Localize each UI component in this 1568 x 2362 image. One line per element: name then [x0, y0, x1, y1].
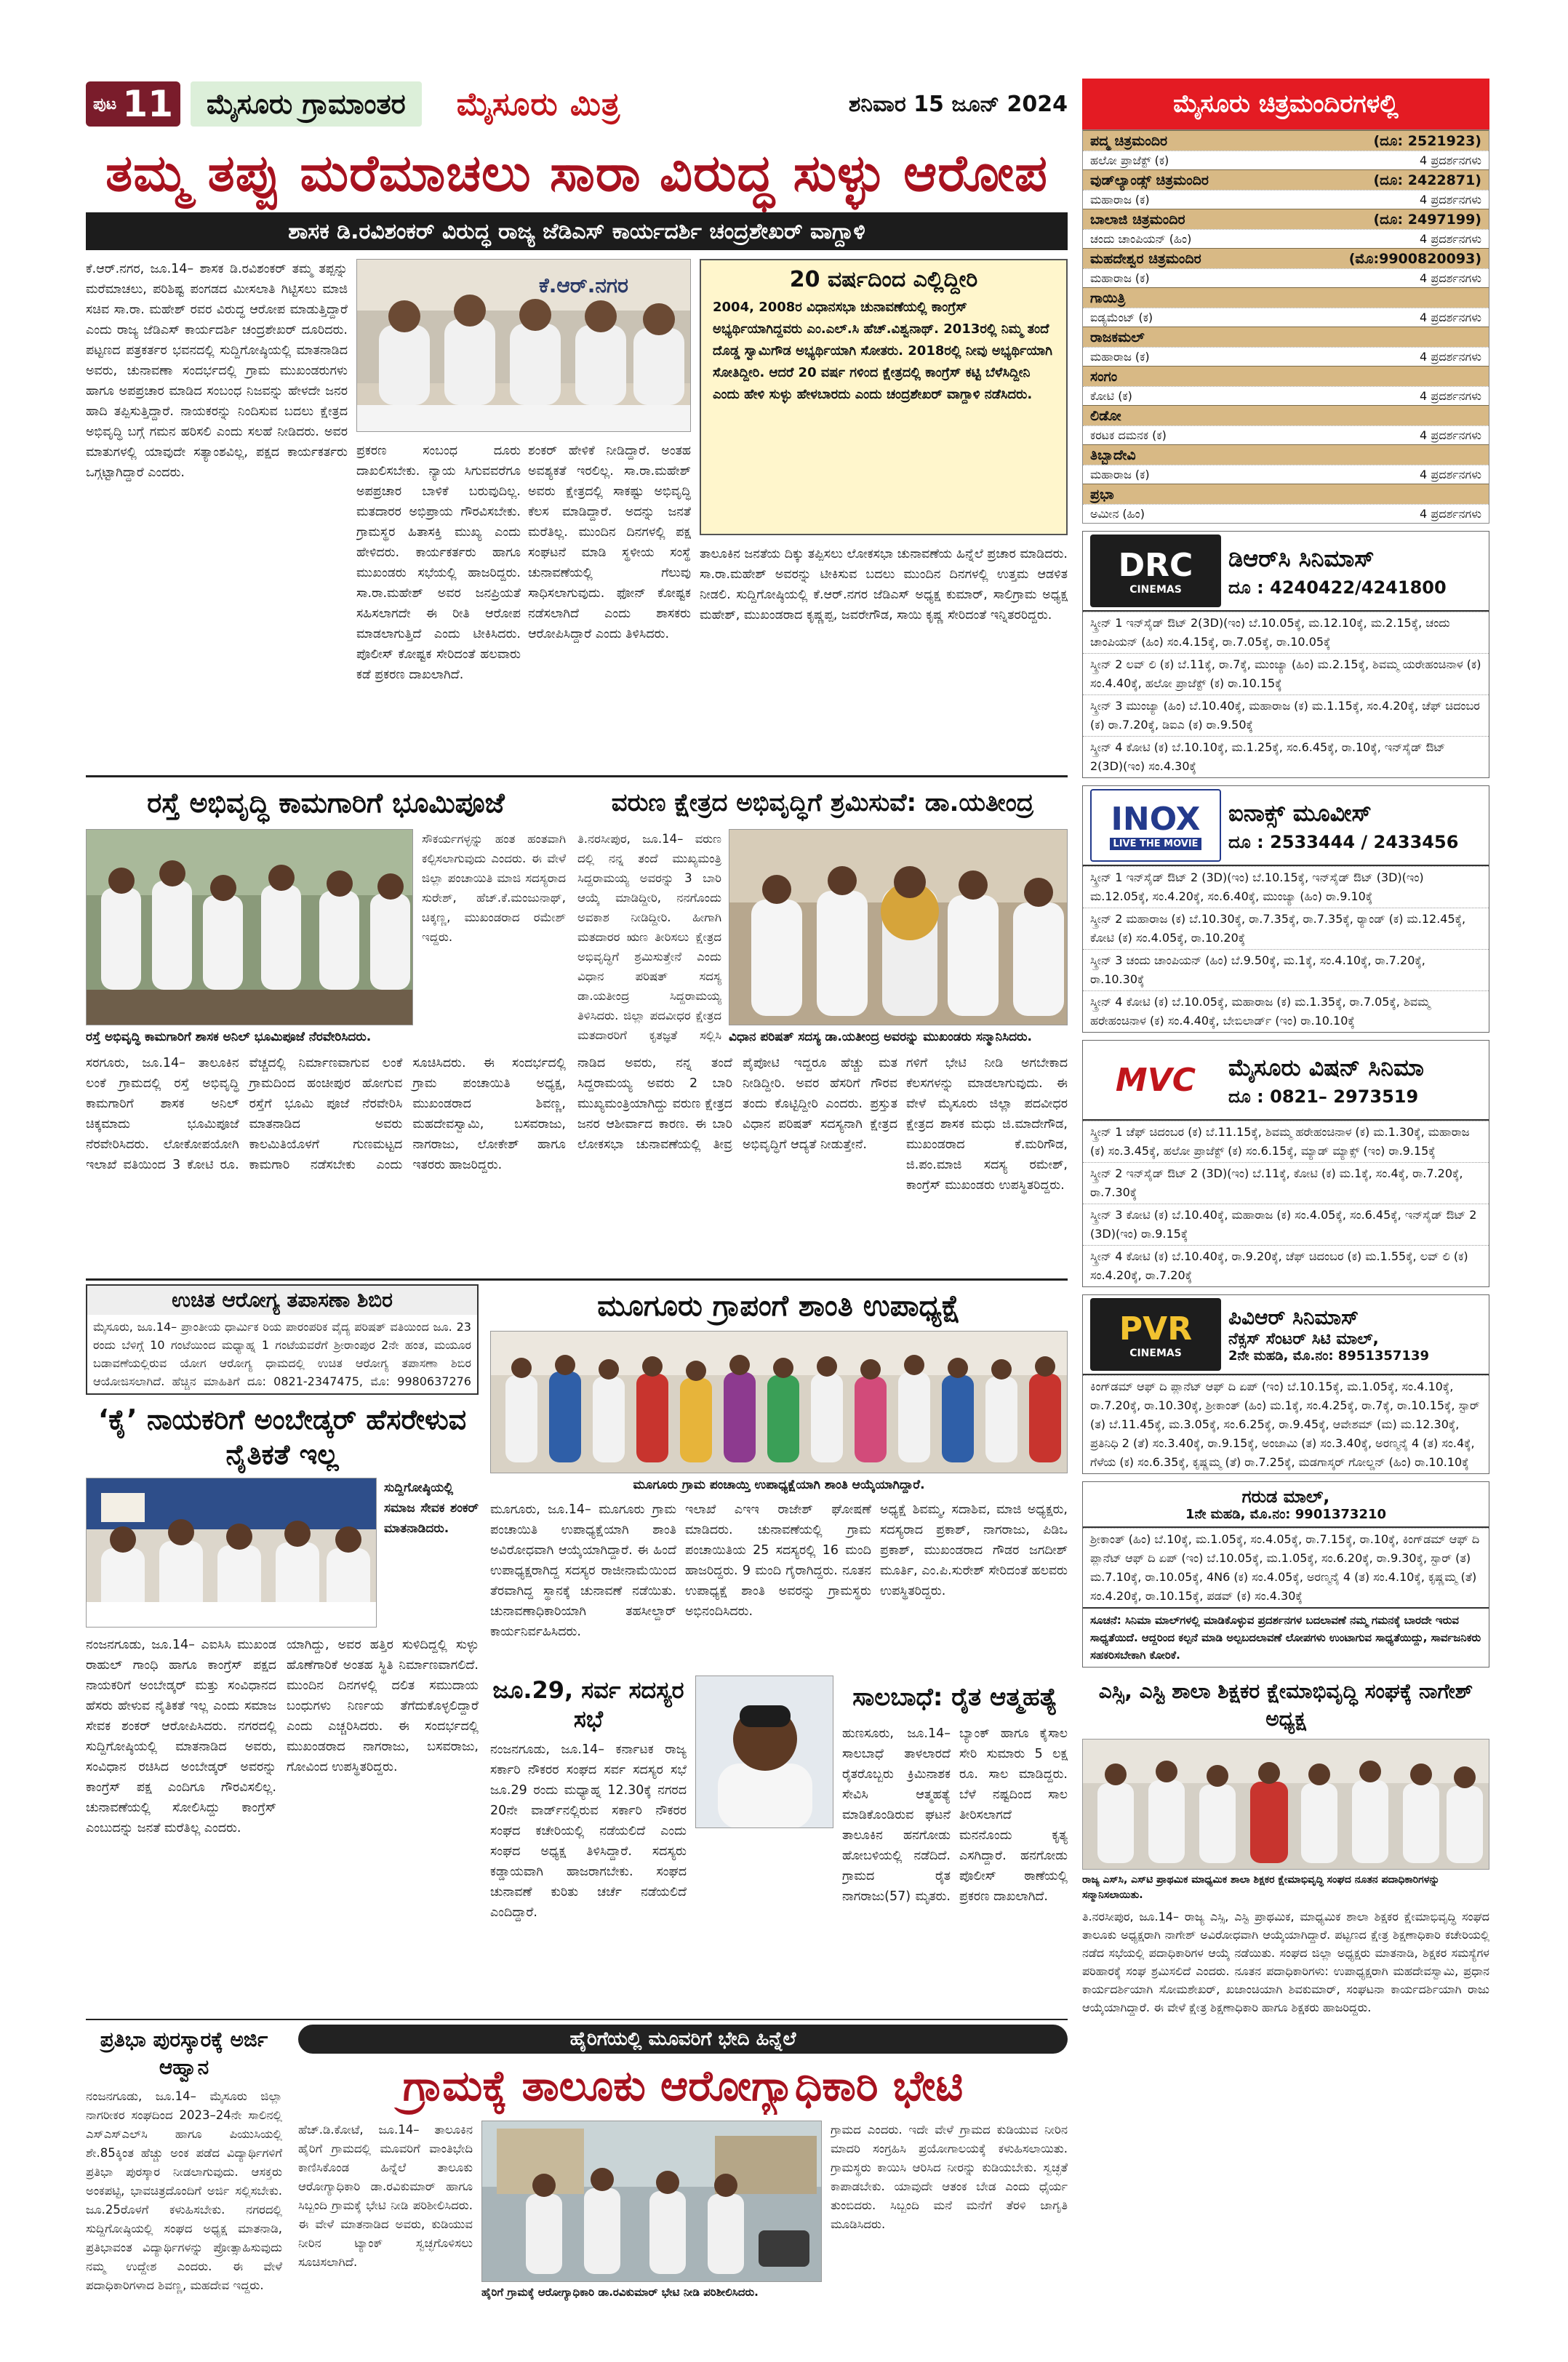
theatre-name	[1083, 444, 1489, 465]
box-20-body: 2004, 2008ರ ವಿಧಾನಸಭಾ ಚುನಾವಣೆಯಲ್ಲಿ ಕಾಂಗ್ರೆಸ್ ಅಭ್ಯರ್ಥಿಯಾಗಿದ್ದವರು ಎಂ.ಎಲ್.ಸಿ ಹೆಚ್.ವಿಶ್ವನಾಥ್. 2013ರಲ್ಲಿ ನಿಮ್ಮ ತಂದೆ ದೊಡ್ಡ ಸ್ವಾಮಿಗೌಡ ಅಭ್ಯರ್ಥಿಯಾಗಿ ಸೋತರು. 2018ರಲ್ಲಿ ನೀವು ಅಭ್ಯರ್ಥಿಯಾಗಿ ಸೋತಿದ್ದೀರಿ. ಆದರೆ 20 ವರ್ಷ ಗಳಿಂದ ಕ್ಷೇತ್ರದಲ್ಲಿ ಕಾಂಗ್ರೆಸ್ ಕಟ್ಟಿ ಬೆಳೆಸಿದ್ದೀನಿ ಎಂದು ಹೇಳಿ ಸುಳ್ಳು ಹೇಳಬಾರದು ಎಂದು ಚಂದ್ರಶೇಖರ್ ವಾಗ್ದಾಳಿ ನಡೆಸಿದರು.	[713, 300, 1052, 402]
pvr-screens	[1083, 1375, 1489, 1473]
pratibha-body: ನಂಜನಗೂಡು, ಜೂ.14– ಮೈಸೂರು ಜಿಲ್ಲಾ ನಾಗರೀಕರ ಸಂಘದಿಂದ 2023–24ನೇ ಸಾಲಿನಲ್ಲಿ ಎಸ್ಎಸ್ಎಲ್‌ಸಿ ಹಾಗೂ ಪಿಯುಸಿಯಲ್ಲಿ ಶೇ.85ಕ್ಕಿಂತ ಹೆಚ್ಚು ಅಂಕ ಪಡೆದ ವಿದ್ಯಾರ್ಥಿಗಳಿಗೆ ಪ್ರತಿಭಾ ಪುರಸ್ಕಾರ ನೀಡಲಾಗುವುದು. ಆಸಕ್ತರು ಅಂಕಪಟ್ಟಿ, ಭಾವಚಿತ್ರದೊಂದಿಗೆ ಅರ್ಜಿ ಸಲ್ಲಿಸಬೇಕು. ಜೂ.25ರೊಳಗೆ ಕಳುಹಿಸಬೇಕು. ನಗರದಲ್ಲಿ ಸುದ್ದಿಗೋಷ್ಠಿಯಲ್ಲಿ ಸಂಘದ ಅಧ್ಯಕ್ಷ ಮಾತನಾಡಿ, ಪ್ರತಿಭಾವಂತ ವಿದ್ಯಾರ್ಥಿಗಳನ್ನು ಪ್ರೋತ್ಸಾಹಿಸುವುದು ನಮ್ಮ ಉದ್ದೇಶ ಎಂದರು. ಈ ವೇಳೆ ಪದಾಧಿಕಾರಿಗಳಾದ ಶಿವಣ್ಣ, ಮಹದೇವ ಇದ್ದರು.	[86, 2089, 282, 2292]
theatre-list	[1082, 129, 1489, 524]
taluk-caption: ಹೈರಿಗೆ ಗ್ರಾಮಕ್ಕೆ ಆರೋಗ್ಯಾಧಿಕಾರಿ ಡಾ.ರವಿಕುಮಾರ್ ಭೇಟಿ ನೀಡಿ ಪರಿಶೀಲಿಸಿದರು.	[481, 2286, 759, 2299]
theatre-title: ಬಾಲಾಜಿ ಚಿತ್ರಮಂದಿರ	[1090, 211, 1185, 228]
screen-schedule-row: ಸ್ಕ್ರೀನ್ 1 ಇನ್‌ಸೈಡ್ ಔಟ್ 2 (3D)(ಇಂ) ಬೆ.10.15ಕ್ಕೆ, ಇನ್‌ಸೈಡ್ ಔಟ್ (3D)(ಇಂ) ಮ.12.05ಕ್ಕೆ, ಸಂ.4.20ಕ್ಕೆ, ಸಂ.6.40ಕ್ಕೆ, ಮುಂಜ್ಯಾ (ಹಿಂ) ರಾ.9.10ಕ್ಕೆ	[1083, 866, 1489, 908]
garuda-screens	[1083, 1528, 1489, 1607]
taluk-headline: ಗ್ರಾಮಕ್ಕೆ ತಾಲೂಕು ಆರೋಗ್ಯಾಧಿಕಾರಿ ಭೇಟಿ	[402, 2060, 964, 2110]
screen-schedule-row: ಸ್ಕ್ರೀನ್ 1 ಚೆಫ್ ಚಿದಂಬರ (ಕ) ಬೆ.11.15ಕ್ಕೆ, ಶಿವಮ್ಮ ಹರೇಹಂಚಿನಾಳ (ಕ) ಮ.1.30ಕ್ಕೆ, ಮಹಾರಾಜ (ಕ) ಸಂ.3.45ಕ್ಕೆ, ಹಲೋ ಪ್ರಾಜೆಕ್ಟ್ (ಕ) ಸಂ.6.15ಕ್ಕೆ, ಮ್ಯಾಡ್ ಮ್ಯಾಕ್ಸ್ (ಇಂ) ರಾ.9.15ಕ್ಕೆ	[1083, 1121, 1489, 1162]
show-count: 4 ಪ್ರದರ್ಶನಗಳು	[1420, 428, 1481, 442]
sangha-caption: ರಾಜ್ಯ ಎಸ್‌ಸಿ, ಎಸ್‌ಟಿ ಪ್ರಾಥಮಿಕ ಮಾಧ್ಯಮಿಕ ಶಾಲಾ ಶಿಕ್ಷಕರ ಕ್ಷೇಮಾಭಿವೃದ್ಧಿ ಸಂಘದ ನೂತನ ಪದಾಧಿಕಾರಿಗಳನ್ನು ಸನ್ಮಾನಿಸಲಾಯಿತು.	[1082, 1874, 1440, 1901]
inox-logo-text: INOX	[1111, 801, 1201, 838]
drc-screens	[1083, 612, 1489, 777]
screen-schedule-row: ಸ್ಕ್ರೀನ್ 2 ಇನ್‌ಸೈಡ್ ಔಟ್ 2 (3D)(ಇಂ) ಬೆ.11ಕ್ಕೆ, ಕೋಟಿ (ಕ) ಮ.1ಕ್ಕೆ, ಸಂ.4ಕ್ಕೆ, ರಾ.7.20ಕ್ಕೆ, ರಾ.7.30ಕ್ಕೆ	[1083, 1162, 1489, 1204]
drc-logo-text: DRC	[1118, 546, 1193, 584]
mvc-name: ಮೈಸೂರು ವಿಷನ್ ಸಿನಿಮಾ	[1228, 1053, 1424, 1081]
theatre-name	[1083, 130, 1489, 151]
sangha-photo	[1082, 1739, 1489, 1870]
drc-phone: ದೂ : 4240422/4241800	[1228, 577, 1447, 598]
lead-photo	[356, 259, 691, 432]
screen-schedule-row: ಸ್ಕ್ರೀನ್ 2 ಮಹಾರಾಜ (ಕ) ಬೆ.10.30ಕ್ಕೆ, ರಾ.7.35ಕ್ಕೆ, ರಾ.7.35ಕ್ಕೆ, ರ್‍ಯಾಂಡ್ (ಕ) ಮ.12.45ಕ್ಕೆ, ಕೋಟಿ (ಕ) ಸಂ.4.05ಕ್ಕೆ, ರಾ.10.20ಕ್ಕೆ	[1083, 908, 1489, 949]
show-count: 4 ಪ್ರದರ್ಶನಗಳು	[1420, 192, 1481, 207]
drc-logo	[1090, 535, 1221, 607]
movie-title: ಮಹಾರಾಜ (ಕ)	[1090, 349, 1150, 364]
theatre-show-row	[1083, 465, 1489, 484]
lead-col3: ಶಂಕರ್ ಹೇಳಿಕೆ ನೀಡಿದ್ದಾರೆ. ಅಂತಹ ಅವಶ್ಯಕತೆ ಇರಲಿಲ್ಲ. ಸಾ.ರಾ.ಮಹೇಶ್ ಅವರು ಕ್ಷೇತ್ರದಲ್ಲಿ ಸಾಕಷ್ಟು ಅಭಿವೃದ್ಧಿ ಕೆಲಸ ಮಾಡಿದ್ದಾರೆ. ಅದನ್ನು ಜನತೆ ಮರೆತಿಲ್ಲ. ಮುಂದಿನ ದಿನಗಳಲ್ಲಿ ಪಕ್ಷ ಸಂಘಟನೆ ಮಾಡಿ ಸ್ಥಳೀಯ ಸಂಸ್ಥೆ ಚುನಾವಣೆಯಲ್ಲಿ ಗೆಲುವು ಸಾಧಿಸಲಾಗುವುದು. ಫೋನ್ ಕೋಷ್ಟಕ ನಡೆಸಲಾಗಿದೆ ಎಂದು ಶಾಸಕರು ಆರೋಪಿಸಿದ್ದಾರೆ ಎಂದು ತಿಳಿಸಿದರು.	[528, 444, 691, 641]
inox-head	[1083, 786, 1489, 866]
theatre-title: ಪ್ರಭಾ	[1090, 486, 1114, 503]
show-count: 4 ಪ್ರದರ್ಶನಗಳು	[1420, 467, 1481, 481]
shanti-col3: ಅಧ್ಯಕ್ಷೆ ಶಿವಮ್ಮ, ಸದಾಶಿವ, ಮಾಜಿ ಅಧ್ಯಕ್ಷರು, ಸದಸ್ಯರಾದ ಪ್ರಕಾಶ್, ನಾಗರಾಜು, ಪಿಡಿಒ ಪ್ರಕಾಶ್, ಮುಖಂಡರಾದ ಗೌಡರ ಜಗದೀಶ್ ಮೂರ್ತಿ, ಎಂ.ಪಿ.ಸುರೇಶ್ ಸೇರಿದಂತೆ ಹಲವರು ಉಪಸ್ಥಿತರಿದ್ದರು.	[880, 1502, 1068, 1598]
pvr-head	[1083, 1295, 1489, 1375]
sabhe-headline: ಜೂ.29, ಸರ್ವ ಸದಸ್ಯರ ಸಭೆ	[492, 1676, 684, 1733]
ambedkar-headline: ‘ಕೈ’ ನಾಯಕರಿಗೆ ಅಂಬೇಡ್ಕರ್ ಹೆಸರೇಳುವ ನೈತಿಕತೆ ಇಲ್ಲ	[97, 1404, 467, 1470]
theatre-name	[1083, 327, 1489, 347]
taluk-photo	[481, 2121, 822, 2282]
theatre-show-row	[1083, 347, 1489, 366]
farmer-portrait	[695, 1676, 833, 1828]
shanti-headline: ಮೂಗೂರು ಗ್ರಾಪಂಗೆ ಶಾಂತಿ ಉಪಾಧ್ಯಕ್ಷೆ	[597, 1289, 961, 1323]
show-count: 4 ಪ್ರದರ್ಶನಗಳು	[1420, 349, 1481, 364]
theatre-name	[1083, 248, 1489, 268]
screen-schedule-row: ಸ್ಕ್ರೀನ್ 1 ಇನ್‌ಸೈಡ್ ಔಟ್ 2(3D)(ಇಂ) ಬೆ.10.05ಕ್ಕೆ, ಮ.12.10ಕ್ಕೆ, ಮ.2.15ಕ್ಕೆ, ಚಂದು ಚಾಂಪಿಯನ್ (ಹಿಂ) ಸಂ.4.15ಕ್ಕೆ, ರಾ.7.05ಕ್ಕೆ, ರಾ.10.05ಕ್ಕೆ	[1083, 612, 1489, 653]
lead-col2: ಪ್ರಕರಣ ಸಂಬಂಧ ದೂರು ದಾಖಲಿಸಬೇಕು. ನ್ಯಾಯ ಸಿಗುವವರೆಗೂ ಅಪಪ್ರಚಾರ ಬಾಳಿಕೆ ಬರುವುದಿಲ್ಲ. ಮತದಾರರ ಅಭಿಪ್ರಾಯ ಗೌರವಿಸಬೇಕು. ಗ್ರಾಮಸ್ಥರ ಹಿತಾಸಕ್ತಿ ಮುಖ್ಯ ಎಂದು ಹೇಳಿದರು. ಕಾರ್ಯಕರ್ತರು ಹಾಗೂ ಮುಖಂಡರು ಸಭೆಯಲ್ಲಿ ಹಾಜರಿದ್ದರು. ಸಾ.ರಾ.ಮಹೇಶ್ ಅವರ ಜನಪ್ರಿಯತೆ ಸಹಿಸಲಾಗದೇ ಈ ರೀತಿ ಆರೋಪ ಮಾಡಲಾಗುತ್ತಿದೆ ಎಂದು ಟೀಕಿಸಿದರು. ಪೊಲೀಸ್ ಕೋಷ್ಟಕ ಸೇರಿದಂತೆ ಹಲವಾರು ಕಡೆ ಪ್ರಕರಣ ದಾಖಲಾಗಿದೆ.	[356, 444, 521, 682]
inox-phone: ದೂ : 2533444 / 2433456	[1228, 831, 1459, 852]
theatre-show-row	[1083, 151, 1489, 169]
theatre-title: ರಾಜಕಮಲ್	[1090, 329, 1145, 345]
show-count: 4 ಪ್ರದರ್ಶನಗಳು	[1420, 388, 1481, 403]
theatre-show-row	[1083, 229, 1489, 248]
inox-logo	[1090, 789, 1221, 862]
movie-title: ಕರಟಕ ದಮನಕ (ಕ)	[1090, 428, 1167, 442]
health-body: ಮೈಸೂರು, ಜೂ.14– ಪ್ರಾಂತೀಯ ಧಾರ್ಮಿಕ ರಿಯ ಪಾರಂಪರಿಕ ವೈದ್ಯ ಪರಿಷತ್ ವತಿಯಿಂದ ಜೂ. 23 ರಂದು ಬೆಳಿಗ್ಗೆ 10 ಗಂಟೆಯಿಂದ ಮಧ್ಯಾಹ್ನ 1 ಗಂಟೆಯವರೆಗೆ ಶ್ರೀರಾಂಪುರ 2ನೇ ಹಂತ, ಮಯೂರ ಬಡಾವಣೆಯಲ್ಲಿರುವ ಯೋಗ ಆರೋಗ್ಯ ಧಾಮದಲ್ಲಿ ಉಚಿತ ಆರೋಗ್ಯ ತಪಾಸಣಾ ಶಿಬಿರ ಆಯೋಜಿಸಲಾಗಿದೆ. ಹೆಚ್ಚಿನ ಮಾಹಿತಿಗೆ ದೂ: 0821-2347475, ಮೊ: 9980637276	[93, 1320, 471, 1388]
mvc-block	[1082, 1040, 1489, 1287]
pvr-logo-sub: CINEMAS	[1129, 1347, 1182, 1359]
lead-headline: ತಮ್ಮ ತಪ್ಪು ಮರೆಮಾಚಲು ಸಾರಾ ವಿರುದ್ಧ ಸುಳ್ಳು ಆರೋಪ	[105, 143, 1048, 203]
ambedkar-body: ನಂಜನಗೂಡು, ಜೂ.14– ಎಐಸಿಸಿ ಮುಖಂಡ ರಾಹುಲ್ ಗಾಂಧಿ ಹಾಗೂ ಕಾಂಗ್ರೆಸ್ ಪಕ್ಷದ ನಾಯಕರಿಗೆ ಅಂಬೇಡ್ಕರ್ ಮತ್ತು ಸಂವಿಧಾನದ ಹೆಸರು ಹೇಳುವ ನೈತಿಕತೆ ಇಲ್ಲ ಎಂದು ಸಮಾಜ ಸೇವಕ ಶಂಕರ್ ಆರೋಪಿಸಿದರು. ನಗರದಲ್ಲಿ ಸುದ್ದಿಗೋಷ್ಠಿಯಲ್ಲಿ ಮಾತನಾಡಿದ ಅವರು, ಸಂವಿಧಾನ ರಚಿಸಿದ ಅಂಬೇಡ್ಕರ್ ಅವರನ್ನು ಕಾಂಗ್ರೆಸ್ ಪಕ್ಷ ಎಂದಿಗೂ ಗೌರವಿಸಲಿಲ್ಲ. ಚುನಾವಣೆಯಲ್ಲಿ ಸೋಲಿಸಿದ್ದು ಕಾಂಗ್ರೆಸ್ ಎಂಬುದನ್ನು ಜನತೆ ಮರೆತಿಲ್ಲ ಎಂದರು.	[86, 1638, 276, 1835]
drc-name: ಡಿಆರ್‌ಸಿ ಸಿನಿಮಾಸ್	[1228, 544, 1375, 572]
sangha-body: ತಿ.ನರಸೀಪುರ, ಜೂ.14– ರಾಜ್ಯ ಎಸ್ಸಿ, ಎಸ್ಟಿ ಪ್ರಾಥಮಿಕ, ಮಾಧ್ಯಮಿಕ ಶಾಲಾ ಶಿಕ್ಷಕರ ಕ್ಷೇಮಾಭಿವೃದ್ಧಿ ಸಂಘದ ತಾಲೂಕು ಅಧ್ಯಕ್ಷರಾಗಿ ನಾಗೇಶ್ ಅವಿರೋಧವಾಗಿ ಆಯ್ಕೆಯಾಗಿದ್ದಾರೆ. ಪಟ್ಟಣದ ಕ್ಷೇತ್ರ ಶಿಕ್ಷಣಾಧಿಕಾರಿ ಕಚೇರಿಯಲ್ಲಿ ನಡೆದ ಸಭೆಯಲ್ಲಿ ಪದಾಧಿಕಾರಿಗಳ ಆಯ್ಕೆ ನಡೆಯಿತು. ಸಂಘದ ಜಿಲ್ಲಾ ಅಧ್ಯಕ್ಷರು ಮಾತನಾಡಿ, ಶಿಕ್ಷಕರ ಸಮಸ್ಯೆಗಳ ಪರಿಹಾರಕ್ಕೆ ಸಂಘ ಶ್ರಮಿಸಲಿದೆ ಎಂದರು. ನೂತನ ಪದಾಧಿಕಾರಿಗಳು: ಉಪಾಧ್ಯಕ್ಷರಾಗಿ ಮಹದೇವಸ್ವಾಮಿ, ಪ್ರಧಾನ ಕಾರ್ಯದರ್ಶಿಯಾಗಿ ಸೋಮಶೇಖರ್, ಖಜಾಂಚಿಯಾಗಿ ಶಿವಕುಮಾರ್, ಸಂಘಟನಾ ಕಾರ್ಯದರ್ಶಿಯಾಗಿ ರಾಜು ಆಯ್ಕೆಯಾಗಿದ್ದಾರೆ. ಈ ವೇಳೆ ಕ್ಷೇತ್ರ ಶಿಕ್ಷಣಾಧಿಕಾರಿ ಹಾಗೂ ಶಿಕ್ಷಕರು ಹಾಜರಿದ್ದರು.	[1082, 1910, 1489, 2014]
inox-name: ಐನಾಕ್ಸ್ ಮೂವೀಸ್	[1228, 798, 1372, 827]
section-name: ಮೈಸೂರು ಗ್ರಾಮಾಂತರ	[191, 81, 422, 127]
theatre-name	[1083, 366, 1489, 386]
inox-logo-sub: LIVE THE MOVIE	[1110, 838, 1201, 850]
cinema-listings	[1082, 79, 1489, 2118]
movie-title: ಮಹಾರಾಜ (ಕ)	[1090, 467, 1150, 481]
mvc-logo	[1090, 1044, 1221, 1116]
ambedkar-body2: ಯಾಗಿದ್ದು, ಅವರ ಹತ್ತಿರ ಸುಳಿದಿದ್ದಲ್ಲಿ ಸುಳ್ಳು ಹೊಣೆಗಾರಿಕೆ ಅಂತಹ ಸ್ಥಿತಿ ನಿರ್ಮಾಣವಾಗಲಿದೆ. ಮುಂದಿನ ದಿನಗಳಲ್ಲಿ ದಲಿತ ಸಮುದಾಯ ಬಂಧುಗಳು ನಿರ್ಣಯ ತೆಗೆದುಕೊಳ್ಳಲಿದ್ದಾರೆ ಎಂದು ಎಚ್ಚರಿಸಿದರು. ಈ ಸಂದರ್ಭದಲ್ಲಿ ಮುಖಂಡರಾದ ನಾಗರಾಜು, ಬಸವರಾಜು, ಗೋವಿಂದ ಉಪಸ್ಥಿತರಿದ್ದರು.	[287, 1638, 479, 1774]
pvr-phone: 2ನೇ ಮಹಡಿ, ಮೊ.ನಂ: 8951357139	[1228, 1348, 1430, 1364]
road-photo	[86, 829, 413, 1025]
theatre-name	[1083, 405, 1489, 425]
theatre-title: ವುಡ್‌ಲ್ಯಾಂಡ್ಸ್ ಚಿತ್ರಮಂದಿರ	[1090, 172, 1209, 188]
lead-right-text: ತಾಲೂಕಿನ ಜನತೆಯ ದಿಕ್ಕು ತಪ್ಪಿಸಲು ಲೋಕಸಭಾ ಚುನಾವಣೆಯ ಹಿನ್ನೆಲೆ ಪ್ರಚಾರ ಮಾಡಿದರು. ಸಾ.ರಾ.ಮಹೇಶ್ ಅವರನ್ನು ಟೀಕಿಸುವ ಬದಲು ಮುಂದಿನ ದಿನಗಳಲ್ಲಿ ಉತ್ತಮ ಆಡಳಿತ ನೀಡಲಿ. ಸುದ್ದಿಗೋಷ್ಠಿಯಲ್ಲಿ ಕೆ.ಆರ್.ನಗರ ಜೆಡಿಎಸ್ ಅಧ್ಯಕ್ಷ ಕುಮಾರ್, ಸಾಲಿಗ್ರಾಮ ಅಧ್ಯಕ್ಷ ಮಹೇಶ್, ಮುಖಂಡರಾದ ಕೃಷ್ಣಪ್ಪ, ಜವರೇಗೌಡ, ಸಾಯಿ ಕೃಷ್ಣ ಸೇರಿದಂತೆ ಇನ್ನಿತರರಿದ್ದರು.	[700, 547, 1068, 622]
drc-block	[1082, 531, 1489, 778]
pvr-logo-text: PVR	[1119, 1310, 1193, 1348]
screen-schedule-row: ಸ್ಕ್ರೀನ್ 4 ಕೋಟಿ (ಕ) ಬೆ.10.10ಕ್ಕೆ, ಮ.1.25ಕ್ಕೆ, ಸಂ.6.45ಕ್ಕೆ, ರಾ.10ಕ್ಕೆ, ಇನ್‌ಸೈಡ್ ಔಟ್ 2(3D)(ಇಂ) ಸಂ.4.30ಕ್ಕೆ	[1083, 736, 1489, 777]
theatre-show-row	[1083, 504, 1489, 523]
movie-title: ಅಮೀನ (ಹಿಂ)	[1090, 506, 1145, 521]
theatre-title: ಲಿಡೋ	[1090, 407, 1121, 424]
road-caption: ರಸ್ತೆ ಅಭಿವೃದ್ಧಿ ಕಾಮಗಾರಿಗೆ ಶಾಸಕ ಅನಿಲ್ ಭೂಮಿಪೂಜೆ ನೆರವೇರಿಸಿದರು.	[86, 1030, 372, 1044]
page-tag	[86, 81, 180, 127]
ambedkar-photo	[86, 1478, 377, 1628]
theatre-show-row	[1083, 268, 1489, 287]
movie-title: ಚಂದು ಚಾಂಪಿಯನ್ (ಹಿಂ)	[1090, 231, 1192, 246]
road-body: ಸರಗೂರು, ಜೂ.14– ತಾಲೂಕಿನ ಲಂಕೆ ಗ್ರಾಮದಲ್ಲಿ ರಸ್ತೆ ಅಭಿವೃದ್ಧಿ ಕಾಮಗಾರಿಗೆ ಶಾಸಕ ಅನಿಲ್ ಚಿಕ್ಕಮಾದು ಭೂಮಿಪೂಜೆ ನೆರವೇರಿಸಿದರು. ಲೋಕೋಪಯೋಗಿ ಇಲಾಖೆ ವತಿಯಿಂದ 3 ಕೋಟಿ ರೂ. ವೆಚ್ಚದಲ್ಲಿ ನಿರ್ಮಾಣವಾಗುವ ಲಂಕೆ ಗ್ರಾಮದಿಂದ ಹಂಚೀಪುರ ಹೋಗುವ ರಸ್ತೆಗೆ ಭೂಮಿ ಪೂಜೆ ನೆರವೇರಿಸಿ ಮಾತನಾಡಿದ ಅವರು ಕಾಲಮಿತಿಯೊಳಗೆ ಗುಣಮಟ್ಟದ ಕಾಮಗಾರಿ ನಡೆಸಬೇಕು ಎಂದು ಸೂಚಿಸಿದರು. ಈ ಸಂದರ್ಭದಲ್ಲಿ ಗ್ರಾಮ ಪಂಚಾಯಿತಿ ಅಧ್ಯಕ್ಷ, ಮುಖಂಡರಾದ ಶಿವಣ್ಣ, ಮಹದೇವಸ್ವಾಮಿ, ಬಸವರಾಜು, ನಾಗರಾಜು, ಲೋಕೇಶ್ ಹಾಗೂ ಇತರರು ಹಾಜರಿದ್ದರು.	[86, 1056, 566, 1172]
svg-text:ಕೆ.ಆರ್.ನಗರ: ಕೆ.ಆರ್.ನಗರ	[539, 273, 628, 297]
lead-subhead: ಶಾಸಕ ಡಿ.ರವಿಶಂಕರ್ ವಿರುದ್ಧ ರಾಜ್ಯ ಜೆಡಿಎಸ್ ಕಾರ್ಯದರ್ಶಿ ಚಂದ್ರಶೇಖರ್ ವಾಗ್ದಾಳಿ	[86, 212, 1068, 250]
health-camp-box	[86, 1284, 479, 1395]
theatre-phone: (ದೂ: 2422871)	[1373, 172, 1481, 188]
movie-title: ಮಹಾರಾಜ (ಕ)	[1090, 192, 1150, 207]
newspaper-page	[86, 79, 1489, 2302]
varuna-photo	[729, 829, 1068, 1025]
publication-date: ಶನಿವಾರ 15 ಜೂನ್ 2024	[848, 91, 1068, 117]
inox-screens	[1083, 866, 1489, 1032]
raita-headline: ಸಾಲಬಾಧೆ: ರೈತ ಆತ್ಮಹತ್ಯೆ	[852, 1683, 1057, 1712]
show-count: 4 ಪ್ರದರ್ಶನಗಳು	[1420, 153, 1481, 167]
garuda-name: ಗರುಡ ಮಾಲ್,	[1241, 1486, 1330, 1507]
varuna-right-text: ಗಳಿಗೆ ಭೇಟಿ ನೀಡಿ ಅಗಬೇಕಾದ ಕೆಲಸಗಳನ್ನು ಮಾಡಲಾಗುವುದು. ಈ ವೇಳೆ ಮೈಸೂರು ಜಿಲ್ಲಾ ಪದವೀಧರ ಕ್ಷೇತ್ರದ ಶಾಸಕ ಮಧು ಜಿ.ಮಾದೇಗೌಡ, ಮುಖಂಡರಾದ ಕೆ.ಮರಿಗೌಡ, ಜಿ.ಪಂ.ಮಾಜಿ ಸದಸ್ಯ ರಮೇಶ್, ಕಾಂಗ್ರೆಸ್ ಮುಖಂಡರು ಉಪಸ್ಥಿತರಿದ್ದರು.	[906, 1056, 1068, 1193]
theatre-show-row	[1083, 190, 1489, 209]
theatre-phone: (ದೂ: 2497199)	[1373, 211, 1481, 228]
theatre-title: ಮಹದೇಶ್ವರ ಚಿತ್ರಮಂದಿರ	[1090, 250, 1201, 267]
page-label: ಪುಟ	[93, 95, 117, 113]
theatre-title: ಪದ್ಮ ಚಿತ್ರಮಂದಿರ	[1090, 132, 1168, 149]
taluk-kicker: ಹೈರಿಗೆಯಲ್ಲಿ ಮೂವರಿಗೆ ಭೇದಿ ಹಿನ್ನೆಲೆ	[298, 2025, 1068, 2054]
screen-schedule-row: ಸ್ಕ್ರೀನ್ 3 ಕೋಟಿ (ಕ) ಬೆ.10.40ಕ್ಕೆ, ಮಹಾರಾಜ (ಕ) ಸಂ.4.05ಕ್ಕೆ, ಸಂ.6.45ಕ್ಕೆ, ಇನ್‌ಸೈಡ್ ಔಟ್ 2 (3D)(ಇಂ) ರಾ.9.15ಕ್ಕೆ	[1083, 1204, 1489, 1245]
screen-schedule-row: ಸ್ಕ್ರೀನ್ 4 ಕೋಟಿ (ಕ) ಬೆ.10.05ಕ್ಕೆ, ಮಹಾರಾಜ (ಕ) ಮ.1.35ಕ್ಕೆ, ರಾ.7.05ಕ್ಕೆ, ಶಿವಮ್ಮ ಹರೇಹಂಚಿನಾಳ (ಕ) ಸಂ.4.40ಕ್ಕೆ, ಬೇಬಿಲಾರ್ಡ್ (ಇಂ) ರಾ.10.10ಕ್ಕೆ	[1083, 990, 1489, 1032]
pvr-name2: ನೆಕ್ಸಸ್ ಸೆಂಟರ್ ಸಿಟಿ ಮಾಲ್,	[1228, 1330, 1379, 1348]
screen-schedule-row: ಸ್ಕ್ರೀನ್ 3 ಚಂದು ಚಾಂಪಿಯನ್ (ಹಿಂ) ಬೆ.9.50ಕ್ಕೆ, ಮ.1ಕ್ಕೆ, ಸಂ.4.10ಕ್ಕೆ, ರಾ.7.20ಕ್ಕೆ, ರಾ.10.30ಕ್ಕೆ	[1083, 949, 1489, 990]
drc-head	[1083, 532, 1489, 612]
mvc-screens	[1083, 1121, 1489, 1286]
divider	[86, 2019, 1068, 2020]
box-20-title: 20 ವರ್ಷದಿಂದ ಎಲ್ಲಿದ್ದೀರಿ	[789, 267, 978, 292]
show-count: 4 ಪ್ರದರ್ಶನಗಳು	[1420, 506, 1481, 521]
box-20-years	[700, 259, 1068, 535]
garuda-phone: 1ನೇ ಮಹಡಿ, ಮೊ.ನಂ: 9901373210	[1185, 1507, 1387, 1522]
movie-title: ಮಹಾರಾಜ (ಕ)	[1090, 271, 1150, 285]
varuna-headline: ವರುಣ ಕ್ಷೇತ್ರದ ಅಭಿವೃದ್ಧಿಗೆ ಶ್ರಮಿಸುವೆ: ಡಾ.ಯತೀಂದ್ರ	[611, 788, 1034, 817]
garuda-block	[1082, 1481, 1489, 1668]
sabhe-body: ನಂಜನಗೂಡು, ಜೂ.14– ಕರ್ನಾಟಕ ರಾಜ್ಯ ಸರ್ಕಾರಿ ನೌಕರರ ಸಂಘದ ಸರ್ವ ಸದಸ್ಯರ ಸಭೆ ಜೂ.29 ರಂದು ಮಧ್ಯಾಹ್ನ 12.30ಕ್ಕೆ ನಗರದ 20ನೇ ವಾರ್ಡ್‌ನಲ್ಲಿರುವ ಸರ್ಕಾರಿ ನೌಕರರ ಸಂಘದ ಕಚೇರಿಯಲ್ಲಿ ನಡೆಯಲಿದೆ ಎಂದು ಸಂಘದ ಅಧ್ಯಕ್ಷ ತಿಳಿಸಿದ್ದಾರೆ. ಸದಸ್ಯರು ಕಡ್ಡಾಯವಾಗಿ ಹಾಜರಾಗಬೇಕು. ಸಂಘದ ಚುನಾವಣೆ ಕುರಿತು ಚರ್ಚೆ ನಡೆಯಲಿದೆ ಎಂದಿದ್ದಾರೆ.	[490, 1742, 687, 1920]
taluk-col3: ಗ್ರಾಮದ ಎಂದರು. ಇದೇ ವೇಳೆ ಗ್ರಾಮದ ಕುಡಿಯುವ ನೀರಿನ ಮಾದರಿ ಸಂಗ್ರಹಿಸಿ ಪ್ರಯೋಗಾಲಯಕ್ಕೆ ಕಳುಹಿಸಲಾಯಿತು. ಗ್ರಾಮಸ್ಥರು ಕಾಯಿಸಿ ಆರಿಸಿದ ನೀರನ್ನು ಕುಡಿಯಬೇಕು. ಸ್ವಚ್ಛತೆ ಕಾಪಾಡಬೇಕು. ಯಾವುದೇ ಆತಂಕ ಬೇಡ ಎಂದು ಧೈರ್ಯ ತುಂಬಿದರು. ಸಿಬ್ಬಂದಿ ಮನೆ ಮನೆಗೆ ತೆರಳಿ ಜಾಗೃತಿ ಮೂಡಿಸಿದರು.	[831, 2123, 1068, 2231]
drc-logo-sub: CINEMAS	[1129, 583, 1182, 596]
screen-schedule-row: ಸ್ಕ್ರೀನ್ 2 ಲವ್ ಲಿ (ಕ) ಬೆ.11ಕ್ಕೆ, ರಾ.7ಕ್ಕೆ, ಮುಂಜ್ಯಾ (ಹಿಂ) ಮ.2.15ಕ್ಕೆ, ಶಿವಮ್ಮ ಯರೇಹಂಚಿನಾಳ (ಕ) ಸಂ.4.40ಕ್ಕೆ, ಹಲೋ ಪ್ರಾಜೆಕ್ಟ್ (ಕ) ರಾ.10.15ಕ್ಕೆ	[1083, 653, 1489, 694]
theatre-title: ಸಂಗಂ	[1090, 368, 1118, 385]
sangha-story	[1082, 1678, 1489, 2118]
theatre-title: ಗಾಯಿತ್ರಿ	[1090, 289, 1126, 306]
screen-schedule-row: ಸ್ಕ್ರೀನ್ 3 ಮುಂಜ್ಯಾ (ಹಿಂ) ಬೆ.10.40ಕ್ಕೆ, ಮಹಾರಾಜ (ಕ) ಮ.1.15ಕ್ಕೆ, ಸಂ.4.20ಕ್ಕೆ, ಚೆಫ್ ಚಿದಂಬರ (ಕ) ರಾ.7.20ಕ್ಕೆ, ಡಿಐಎ (ಕ) ರಾ.9.50ಕ್ಕೆ	[1083, 694, 1489, 736]
theatre-name	[1083, 209, 1489, 229]
movie-title: ಐಡ್ಯಮೆಂಟ್ (ಕ)	[1090, 310, 1153, 324]
varuna-body: ನಾಡಿದ ಅವರು, ನನ್ನ ತಂದೆ ಸಿದ್ದರಾಮಯ್ಯ ಅವರು 2 ಬಾರಿ ಮುಖ್ಯಮಂತ್ರಿಯಾಗಿದ್ದು ವರುಣ ಕ್ಷೇತ್ರದ ಜನರ ಆಶೀರ್ವಾದ ಕಾರಣ. ಈ ಬಾರಿ ಲೋಕಸಭಾ ಚುನಾವಣೆಯಲ್ಲಿ ತೀವ್ರ ಪೈಪೋಟಿ ಇದ್ದರೂ ಹೆಚ್ಚು ಮತ ನೀಡಿದ್ದೀರಿ. ಅವರ ಹೆಸರಿಗೆ ಗೌರವ ತಂದು ಕೊಟ್ಟಿದ್ದೀರಿ ಎಂದರು. ಪ್ರಸ್ತುತ ವಿಧಾನ ಪರಿಷತ್ ಸದಸ್ಯನಾಗಿ ಕ್ಷೇತ್ರದ ಅಭಿವೃದ್ಧಿಗೆ ಆದ್ಯತೆ ನೀಡುತ್ತೇನೆ.	[577, 1056, 897, 1152]
screen-schedule-row: ಕಿಂಗ್‌ಡಮ್ ಆಫ್ ದಿ ಪ್ಲಾನೆಟ್ ಆಫ್ ದಿ ಏಪ್ (ಇಂ) ಬೆ.10.15ಕ್ಕೆ, ಮ.1.05ಕ್ಕೆ, ಸಂ.4.10ಕ್ಕೆ, ರಾ.7.20ಕ್ಕೆ, ರಾ.10.30ಕ್ಕೆ, ಶ್ರೀಕಾಂತ್ (ಹಿಂ) ಮ.1ಕ್ಕೆ, ಸಂ.4.25ಕ್ಕೆ, ರಾ.7ಕ್ಕೆ, ರಾ.10.15ಕ್ಕೆ, ಸ್ಟಾರ್ (ತ) ಬೆ.11.45ಕ್ಕೆ, ಮ.3.05ಕ್ಕೆ, ಸಂ.6.25ಕ್ಕೆ, ರಾ.9.45ಕ್ಕೆ, ಆವೇಶಮ್ (ಮ) ಮ.12.30ಕ್ಕೆ, ಪ್ರತಿನಿಧಿ 2 (ತೆ) ಸಂ.3.40ಕ್ಕೆ, ರಾ.9.15ಕ್ಕೆ, ಅಂಜಾಮಿ (ತ) ಸಂ.3.40ಕ್ಕೆ, ಅರಣ್ಮನೈ 4 (ತ) ಸಂ.4ಕ್ಕೆ, ಗೆಳೆಯ (ಕ) ಸಂ.6.35ಕ್ಕೆ, ಕೃಷ್ಣಮ್ಮ (ತೆ) ರಾ.7.25ಕ್ಕೆ, ಮಡಗಾಸ್ಕರ್ ಗೋಲ್ಡನ್ (ಹಿಂ) ರಾ.10.10ಕ್ಕೆ	[1083, 1375, 1489, 1473]
ambedkar-side-text: ಸುದ್ದಿಗೋಷ್ಠಿಯಲ್ಲಿ ಸಮಾಜ ಸೇವಕ ಶಂಕರ್ ಮಾತನಾಡಿದರು.	[384, 1481, 479, 1536]
sangha-headline: ಎಸ್ಸಿ, ಎಸ್ಟಿ ಶಾಲಾ ಶಿಕ್ಷಕರ ಕ್ಷೇಮಾಭಿವೃದ್ಧಿ ಸಂಘಕ್ಕೆ ನಾಗೇಶ್ ಅಧ್ಯಕ್ಷ	[1098, 1679, 1473, 1731]
theatre-show-row	[1083, 425, 1489, 444]
movie-title: ಕೋಟಿ (ಕ)	[1090, 388, 1132, 403]
shanti-col1: ಮೂಗೂರು, ಜೂ.14– ಮೂಗೂರು ಗ್ರಾಮ ಪಂಚಾಯಿತಿ ಉಪಾಧ್ಯಕ್ಷೆಯಾಗಿ ಶಾಂತಿ ಅವಿರೋಧವಾಗಿ ಆಯ್ಕೆಯಾಗಿದ್ದಾರೆ. ಈ ಹಿಂದೆ ಉಪಾಧ್ಯಕ್ಷರಾಗಿದ್ದ ಸದಸ್ಯರ ರಾಜೀನಾಮೆಯಿಂದ ತೆರವಾಗಿದ್ದ ಸ್ಥಾನಕ್ಕೆ ಚುನಾವಣೆ ನಡೆಯಿತು. ಚುನಾವಣಾಧಿಕಾರಿಯಾಗಿ ತಹಸೀಲ್ದಾರ್ ಕಾರ್ಯನಿರ್ವಹಿಸಿದರು.	[490, 1502, 676, 1639]
show-count: 4 ಪ್ರದರ್ಶನಗಳು	[1420, 231, 1481, 246]
shanti-col2: ಇಲಾಖೆ ಎಇಇ ರಾಜೇಶ್ ಘೋಷಣೆ ಮಾಡಿದರು. ಚುನಾವಣೆಯಲ್ಲಿ ಗ್ರಾಮ ಪಂಚಾಯಿತಿಯ 25 ಸದಸ್ಯರಲ್ಲಿ 16 ಮಂದಿ ಹಾಜರಿದ್ದರು. 9 ಮಂದಿ ಗೈರಾಗಿದ್ದರು. ನೂತನ ಉಪಾಧ್ಯಕ್ಷೆ ಶಾಂತಿ ಅವರನ್ನು ಗ್ರಾಮಸ್ಥರು ಅಭಿನಂದಿಸಿದರು.	[685, 1502, 871, 1619]
pratibha-headline: ಪ್ರತಿಭಾ ಪುರಸ್ಕಾರಕ್ಕೆ ಅರ್ಜಿ ಆಹ್ವಾನ	[100, 2027, 268, 2079]
varuna-caption: ವಿಧಾನ ಪರಿಷತ್ ಸದಸ್ಯ ಡಾ.ಯತೀಂದ್ರ ಅವರನ್ನು ಮುಖಂಡರು ಸನ್ಮಾನಿಸಿದರು.	[729, 1030, 1032, 1044]
divider	[86, 775, 1068, 777]
pvr-name: ಪಿವಿಆರ್ ಸಿನಿಮಾಸ್	[1228, 1305, 1359, 1329]
theatre-title: ತಿಬ್ಬಾದೇವಿ	[1090, 447, 1136, 463]
mvc-logo-text: MVC	[1115, 1061, 1196, 1099]
pvr-block	[1082, 1294, 1489, 1474]
brand-logo: ಮೈಸೂರು ಮಿತ್ರ	[456, 85, 621, 123]
shanti-photo	[490, 1331, 1068, 1473]
theatre-show-row	[1083, 308, 1489, 327]
cinema-section-title: ಮೈಸೂರು ಚಿತ್ರಮಂದಿರಗಳಲ್ಲಿ	[1082, 79, 1489, 129]
lead-col1: ಕೆ.ಆರ್.ನಗರ, ಜೂ.14– ಶಾಸಕ ಡಿ.ರವಿಶಂಕರ್ ತಮ್ಮ ತಪ್ಪನ್ನು ಮರೆಮಾಚಲು, ಪರಿಶಿಷ್ಟ ಪಂಗಡದ ಮೀಸಲಾತಿ ಗಿಟ್ಟಿಸಲು ಮಾಜಿ ಸಚಿವ ಸಾ.ರಾ. ಮಹೇಶ್ ರವರ ವಿರುದ್ಧ ಆರೋಪ ಮಾಡುತ್ತಿದ್ದಾರೆ ಎಂದು ರಾಜ್ಯ ಜೆಡಿಎಸ್ ಕಾರ್ಯದರ್ಶಿ ಚಂದ್ರಶೇಖರ್ ದೂರಿದರು. ಪಟ್ಟಣದ ಪತ್ರಕರ್ತರ ಭವನದಲ್ಲಿ ಸುದ್ದಿಗೋಷ್ಠಿಯಲ್ಲಿ ಮಾತನಾಡಿದ ಅವರು, ಚುನಾವಣಾ ಸಂದರ್ಭದಲ್ಲಿ ಗ್ರಾಮ ಮುಖಂಡರುಗಳು ಹಾಗೂ ಅಪಪ್ರಚಾರ ಮಾಡಿದ ಸಂಬಂಧ ನಿಜವನ್ನು ಹೇಳದೇ ಜನರ ಹಾದಿ ತಪ್ಪಿಸುತ್ತಿದ್ದಾರೆ. ನಾಯಕರನ್ನು ನಿಂದಿಸುವ ಬದಲು ಕ್ಷೇತ್ರದ ಅಭಿವೃದ್ಧಿ ಬಗ್ಗೆ ಗಮನ ಹರಿಸಲಿ ಎಂದು ಸಲಹೆ ನೀಡಿದರು. ಅವರ ಮಾತುಗಳಲ್ಲಿ ಯಾವುದೇ ಸತ್ಯಾಂಶವಿಲ್ಲ, ಪಕ್ಷದ ಕಾರ್ಯಕರ್ತರು ಒಗ್ಗಟ್ಟಾಗಿದ್ದಾರೆ ಎಂದರು.	[86, 262, 348, 480]
theatre-name	[1083, 484, 1489, 504]
screen-schedule-row: ಶ್ರೀಕಾಂತ್ (ಹಿಂ) ಬೆ.10ಕ್ಕೆ, ಮ.1.05ಕ್ಕೆ, ಸಂ.4.05ಕ್ಕೆ, ರಾ.7.15ಕ್ಕೆ, ರಾ.10ಕ್ಕೆ, ಕಿಂಗ್‌ಡಮ್ ಆಫ್ ದಿ ಪ್ಲಾನೆಟ್ ಆಫ್ ದಿ ಏಪ್ (ಇಂ) ಬೆ.10.05ಕ್ಕೆ, ಮ.1.05ಕ್ಕೆ, ಸಂ.6.20ಕ್ಕೆ, ರಾ.9.30ಕ್ಕೆ, ಸ್ಟಾರ್ (ತ) ಮ.7.10ಕ್ಕೆ, ರಾ.10.05ಕ್ಕೆ, 4N6 (ಕ) ಸಂ.4.05ಕ್ಕೆ, ಅರಣ್ಮನೈ 4 (ತ) ಸಂ.4.10ಕ್ಕೆ, ಕೃಷ್ಣಮ್ಮ (ತೆ) ಸಂ.4.20ಕ್ಕೆ, ರಾ.10.15ಕ್ಕೆ, ಪಡವ್ (ಕ) ಸಂ.4.30ಕ್ಕೆ	[1083, 1528, 1489, 1607]
theatre-show-row	[1083, 386, 1489, 405]
theatre-name	[1083, 169, 1489, 190]
mvc-head	[1083, 1041, 1489, 1121]
pvr-logo	[1090, 1298, 1221, 1371]
taluk-col1: ಹೆಚ್.ಡಿ.ಕೋಟೆ, ಜೂ.14– ತಾಲೂಕಿನ ಹೈರಿಗೆ ಗ್ರಾಮದಲ್ಲಿ ಮೂವರಿಗೆ ವಾಂತಿಭೇದಿ ಕಾಣಿಸಿಕೊಂಡ ಹಿನ್ನೆಲೆ ತಾಲೂಕು ಆರೋಗ್ಯಾಧಿಕಾರಿ ಡಾ.ರವಿಕುಮಾರ್ ಹಾಗೂ ಸಿಬ್ಬಂದಿ ಗ್ರಾಮಕ್ಕೆ ಭೇಟಿ ನೀಡಿ ಪರಿಶೀಲಿಸಿದರು. ಈ ವೇಳೆ ಮಾತನಾಡಿದ ಅವರು, ಕುಡಿಯುವ ನೀರಿನ ಟ್ಯಾಂಕ್ ಸ್ವಚ್ಛಗೊಳಿಸಲು ಸೂಚಿಸಲಾಗಿದೆ.	[298, 2123, 473, 2269]
road-side-text: ಸೌಕರ್ಯಗಳ್ಳನ್ನು ಹಂತ ಹಂತವಾಗಿ ಕಲ್ಪಿಸಲಾಗುವುದು ಎಂದರು. ಈ ವೇಳೆ ಜಿಲ್ಲಾ ಪಂಚಾಯಿತಿ ಮಾಜಿ ಸದಸ್ಯರಾದ ಸುರೇಶ್, ಹೆಚ್.ಕೆ.ಮಂಜುನಾಥ್, ಚಿಕ್ಕಣ್ಣ, ಮುಖಂಡರಾದ ರಮೇಶ್ ಇದ್ದರು.	[422, 832, 566, 944]
mvc-phone: ದೂ : 0821– 2973519	[1228, 1086, 1419, 1107]
road-headline: ರಸ್ತೆ ಅಭಿವೃದ್ಧಿ ಕಾಮಗಾರಿಗೆ ಭೂಮಿಪೂಜೆ	[147, 786, 505, 819]
shanti-caption: ಮೂಗೂರು ಗ್ರಾಮ ಪಂಚಾಯ್ತಿ ಉಪಾಧ್ಯಕ್ಷೆಯಾಗಿ ಶಾಂತಿ ಆಯ್ಕೆಯಾಗಿದ್ದಾರೆ.	[633, 1478, 925, 1492]
screen-schedule-row: ಸ್ಕ್ರೀನ್ 4 ಕೋಟಿ (ಕ) ಬೆ.10.40ಕ್ಕೆ, ರಾ.9.20ಕ್ಕೆ, ಚೆಫ್ ಚಿದಂಬರ (ಕ) ಮ.1.55ಕ್ಕೆ, ಲವ್ ಲಿ (ಕ) ಸಂ.4.20ಕ್ಕೆ, ರಾ.7.20ಕ್ಕೆ	[1083, 1245, 1489, 1286]
raita-body: ಹುಣಸೂರು, ಜೂ.14– ಸಾಲಬಾಧೆ ತಾಳಲಾರದೆ ರೈತರೊಬ್ಬರು ಕ್ರಿಮಿನಾಶಕ ಸೇವಿಸಿ ಆತ್ಮಹತ್ಯೆ ಮಾಡಿಕೊಂಡಿರುವ ಘಟನೆ ತಾಲೂಕಿನ ಹನಗೋಡು ಹೋಬಳಿಯಲ್ಲಿ ನಡೆದಿದೆ. ಗ್ರಾಮದ ರೈತ ನಾಗರಾಜು(57) ಮೃತರು. ಬ್ಯಾಂಕ್ ಹಾಗೂ ಕೈಸಾಲ ಸೇರಿ ಸುಮಾರು 5 ಲಕ್ಷ ರೂ. ಸಾಲ ಮಾಡಿದ್ದರು. ಬೆಳೆ ನಷ್ಟದಿಂದ ಸಾಲ ತೀರಿಸಲಾಗದೆ ಮನನೊಂದು ಕೃತ್ಯ ಎಸಗಿದ್ದಾರೆ. ಹನಗೋಡು ಪೊಲೀಸ್ ಠಾಣೆಯಲ್ಲಿ ಪ್ರಕರಣ ದಾಖಲಾಗಿದೆ.	[842, 1726, 1068, 1904]
show-count: 4 ಪ್ರದರ್ಶನಗಳು	[1420, 271, 1481, 285]
theatre-phone: (ದೂ: 2521923)	[1373, 132, 1481, 149]
health-headline: ಉಚಿತ ಆರೋಗ್ಯ ತಪಾಸಣಾ ಶಿಬಿರ	[87, 1286, 477, 1315]
varuna-top-text: ತಿ.ನರಸೀಪುರ, ಜೂ.14– ವರುಣ ದಲ್ಲಿ ನನ್ನ ತಂದೆ ಮುಖ್ಯಮಂತ್ರಿ ಸಿದ್ದರಾಮಯ್ಯ ಅವರನ್ನು 3 ಬಾರಿ ಆಯ್ಕೆ ಮಾಡಿದ್ದೀರಿ, ನನಗೊಂದು ಅವಕಾಶ ನೀಡಿದ್ದೀರಿ. ಹೀಗಾಗಿ ಮತದಾರರ ಋಣ ತೀರಿಸಲು ಕ್ಷೇತ್ರದ ಅಭಿವೃದ್ಧಿಗೆ ಶ್ರಮಿಸುತ್ತೇನೆ ಎಂದು ವಿಧಾನ ಪರಿಷತ್ ಸದಸ್ಯ ಡಾ.ಯತೀಂದ್ರ ಸಿದ್ದರಾಮಯ್ಯ ತಿಳಿಸಿದರು. ಜಿಲ್ಲಾ ಪದವೀಧರ ಕ್ಷೇತ್ರದ ಮತದಾರರಿಗೆ ಕೃತಜ್ಞತೆ ಸಲ್ಲಿಸಿ	[577, 832, 721, 1042]
page-number: 11	[122, 83, 173, 125]
movie-title: ಹಲೋ ಪ್ರಾಜೆಕ್ಟ್ (ಕ)	[1090, 153, 1169, 167]
divider	[86, 1278, 1068, 1281]
cinema-notice: ಸೂಚನೆ: ಸಿನಿಮಾ ಮಾಲ್‌ಗಳಲ್ಲಿ ಮಾಡಿಕೊಳ್ಳುವ ಪ್ರದರ್ಶನಗಳ ಬದಲಾವಣೆ ನಮ್ಮ ಗಮನಕ್ಕೆ ಬಾರದೇ ಇರುವ ಸಾಧ್ಯತೆಯಿದೆ. ಆದ್ದರಿಂದ ಕಲ್ಪನೆ ಮಾಡಿ ಅಲ್ಪಬದಲಾವಣೆ ಲೋಪಗಳು ಉಂಟಾಗುವ ಸಾಧ್ಯತೆಯಿದ್ದು, ಸಾರ್ವಜನಿಕರು ಸಹಕರಿಸಬೇಕಾಗಿ ಕೋರಿಕೆ.	[1083, 1607, 1489, 1667]
show-count: 4 ಪ್ರದರ್ಶನಗಳು	[1420, 310, 1481, 324]
masthead	[86, 79, 1068, 129]
theatre-phone: (ಮೊ:9900820093)	[1348, 250, 1481, 267]
inox-block	[1082, 785, 1489, 1033]
theatre-name	[1083, 287, 1489, 308]
